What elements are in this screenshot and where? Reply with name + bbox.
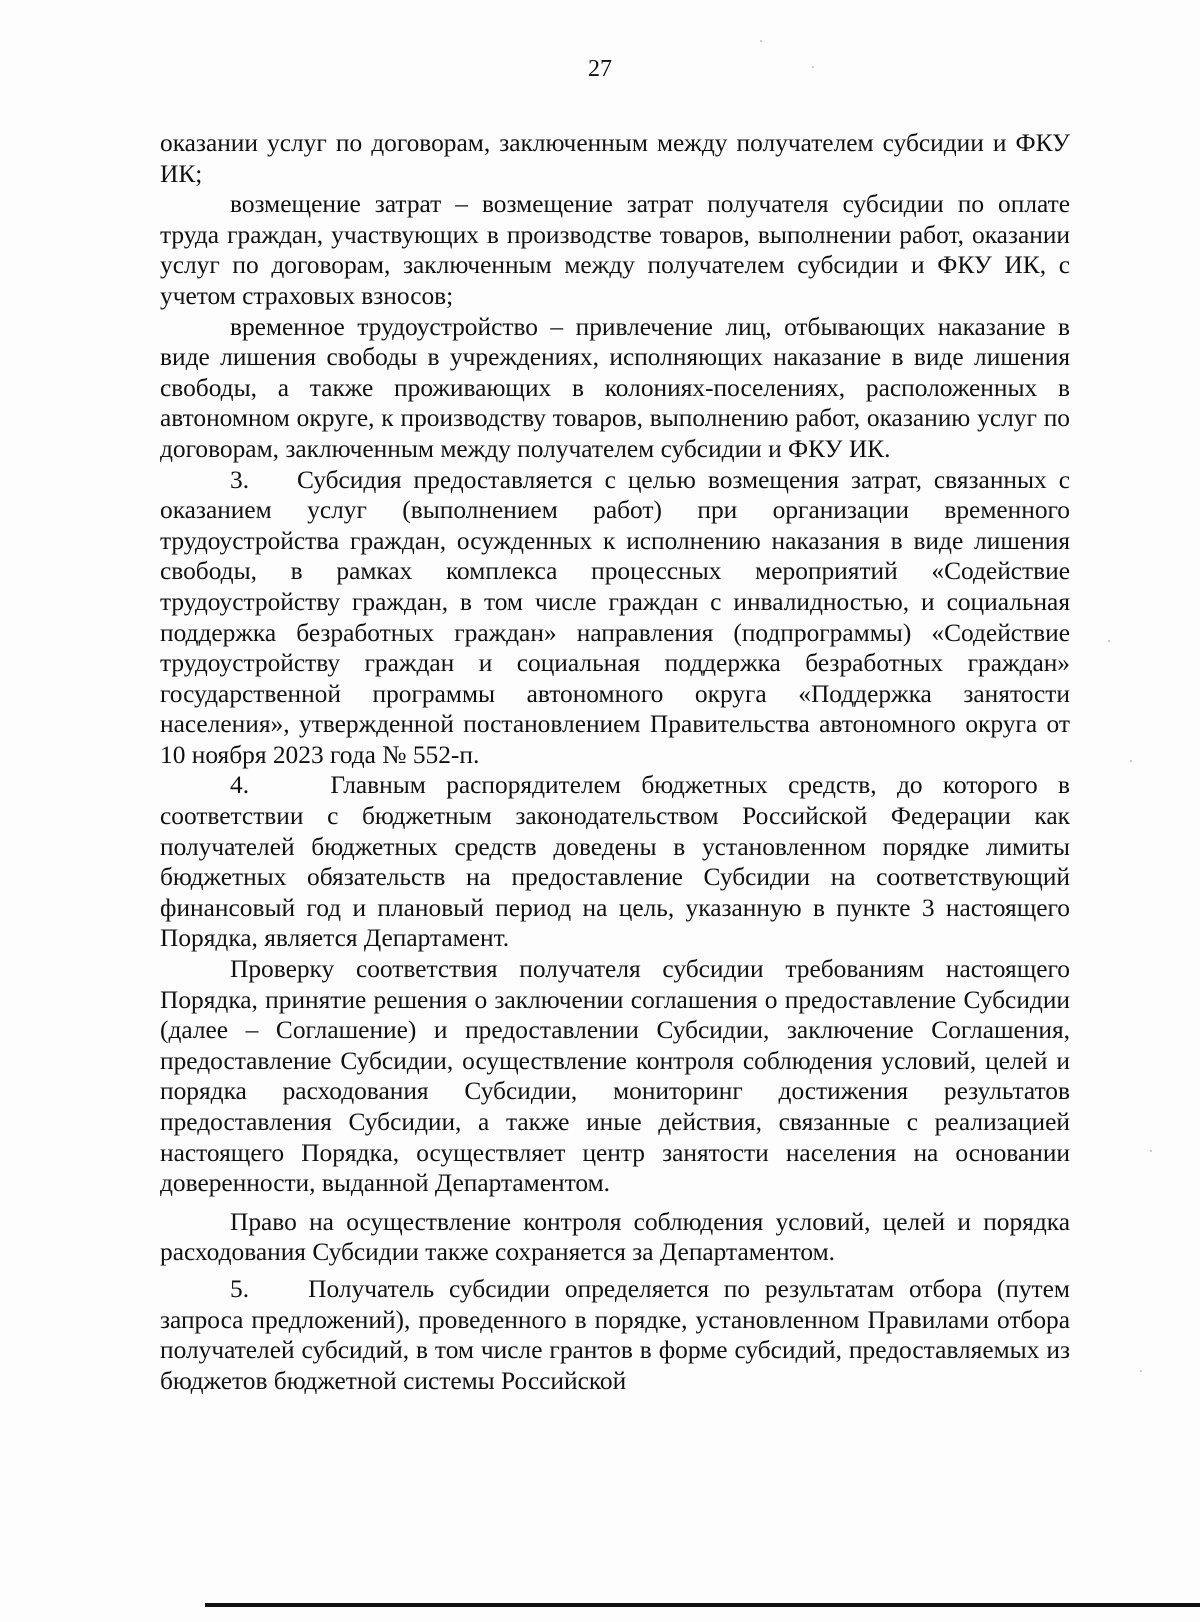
scan-speck: [1108, 640, 1110, 642]
paragraph-control-right: Право на осуществление контроля соблюдения условий, целей и порядка расходования Субсидии также сохраняется за Департаментом.: [160, 1207, 1070, 1267]
scan-speck: [812, 66, 814, 68]
scan-speck: [1150, 1150, 1152, 1152]
paragraph-temporary-employment-definition: временное трудоустройство – привлечение лиц, отбывающих наказание в виде лишения свободы в учреждениях, исполняющих наказание в виде лишения свободы, а также проживающих в колониях-поселениях, расположенных в автономном округе, к производству товаров, выполнению работ, оказанию услуг по договорам, заключенным между получателем субсидии и ФКУ ИК.: [160, 312, 1070, 463]
scan-speck: [760, 40, 762, 42]
paragraph-item-4: 4. Главным распорядителем бюджетных средств, до которого в соответствии с бюджетным законодательством Российской Федерации как получателей бюджетных средств доведены в установленном порядке лимиты бюджетных обязательств на предоставление Субсидии на соответствующий финансовый год и плановый период на цель, указанную в пункте 3 настоящего Порядка, является Департамент.: [160, 771, 1070, 953]
scan-speck: [1130, 760, 1132, 762]
scan-bottom-edge: [205, 1603, 1200, 1607]
paragraph-continuation: оказании услуг по договорам, заключенным между получателем субсидии и ФКУ ИК;: [160, 129, 1070, 188]
scan-speck: [1140, 1370, 1142, 1372]
document-body: [160, 128, 1070, 1396]
paragraph-item-3: 3. Субсидия предоставляется с целью возмещения затрат, связанных с оказанием услуг (выполнением работ) при организации временного трудоустройства граждан, осужденных к исполнению наказания в виде лишения свободы, в рамках комплекса процессных мероприятий «Содействие трудоустройству граждан, в том числе граждан с инвалидностью, и социальная поддержка безработных граждан» направления (подпрограммы) «Содействие трудоустройству граждан и социальная поддержка безработных граждан» государственной программы автономного округа «Поддержка занятости населения», утвержденной постановлением Правительства автономного округа от 10 ноября 2023 года № 552-п.: [160, 465, 1070, 769]
paragraph-item-5: 5. Получатель субсидии определяется по результатам отбора (путем запроса предложений), проведенного в порядке, установленном Правилами отбора получателей субсидий, в том числе грантов в форме субсидий, предоставляемых из бюджетов бюджетной системы Российской: [160, 1274, 1070, 1395]
paragraph-cost-reimbursement-definition: возмещение затрат – возмещение затрат получателя субсидии по оплате труда граждан, участвующих в производстве товаров, выполнении работ, оказании услуг по договорам, заключенным между получателем субсидии и ФКУ ИК, с учетом страховых взносов;: [160, 190, 1070, 310]
page-number: 27: [588, 56, 612, 82]
paragraph-verification: Проверку соответствия получателя субсидии требованиям настоящего Порядка, принятие решения о заключении соглашения о предоставление Субсидии (далее – Соглашение) и предоставлении Субсидии, заключение Соглашения, предоставление Субсидии, осуществление контроля соблюдения условий, целей и порядка расходования Субсидии, мониторинг достижения результатов предоставления Субсидии, а также иные действия, связанные с реализацией настоящего Порядка, осуществляет центр занятости населения на основании доверенности, выданной Департаментом.: [160, 955, 1070, 1198]
